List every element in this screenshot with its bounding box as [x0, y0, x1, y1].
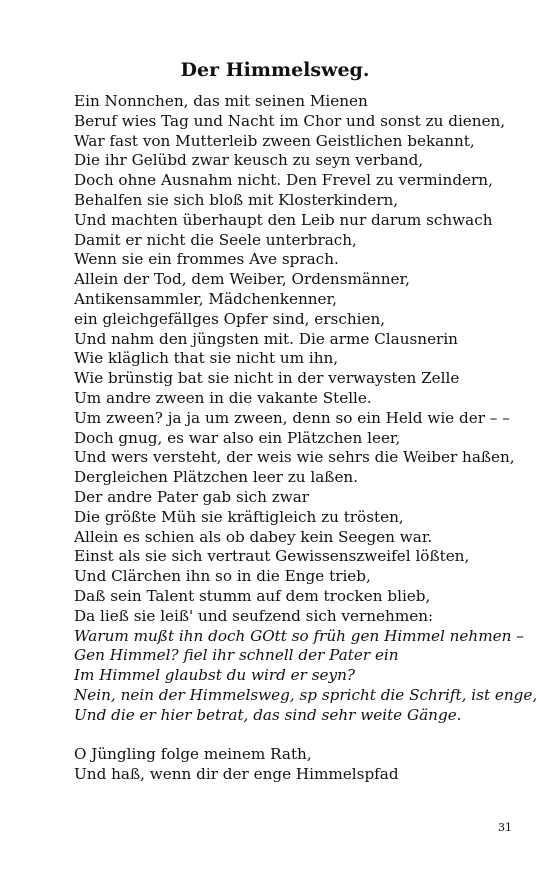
poem-line: Wie brünstig bat sie nicht in der verwaysten Zelle — [74, 369, 460, 388]
poem-body — [74, 92, 538, 785]
poem-line: War fast von Mutterleib zween Geistlichen bekannt, — [74, 131, 475, 150]
poem-line: Wie kläglich that sie nicht um ihn, — [74, 349, 339, 368]
stanza-break — [74, 726, 534, 746]
poem-line: Doch ohne Ausnahm nicht. Den Frevel zu vermindern, — [74, 171, 493, 190]
poem-line: Und machten überhaupt den Leib nur darum schwach — [74, 210, 493, 229]
poem-line: Antikensammler, Mädchenkenner, — [74, 289, 337, 308]
poem-line: Behalfen sie sich bloß mit Klosterkindern, — [74, 190, 399, 209]
poem-line: Warum mußt ihn doch GOtt so früh gen Himmel nehmen – — [74, 626, 524, 645]
poem-line: Doch gnug, es war also ein Plätzchen leer, — [74, 428, 401, 447]
poem-line: Dergleichen Plätzchen leer zu laßen. — [74, 468, 359, 487]
poem-line: Wenn sie ein frommes Ave sprach. — [74, 250, 339, 269]
poem-line: Um andre zween in die vakante Stelle. — [74, 388, 372, 407]
poem-line: Die ihr Gelübd zwar keusch zu seyn verband, — [74, 151, 424, 170]
poem-line: Und wers versteht, der weis wie sehrs die Weiber haßen, — [74, 448, 515, 467]
poem-line: Im Himmel glaubst du wird er seyn? — [74, 666, 356, 685]
page-number: 31 — [498, 821, 512, 834]
poem-line: Allein der Tod, dem Weiber, Ordensmänner, — [74, 270, 410, 289]
poem-line: Da ließ sie leiß' und seufzend sich vernehmen: — [74, 606, 434, 625]
poem-line: Und die er hier betrat, das sind sehr weite Gänge. — [74, 705, 462, 724]
poem-line: Die größte Müh sie kräftigleich zu trösten, — [74, 507, 404, 526]
poem-line: Beruf wies Tag und Nacht im Chor und sonst zu dienen, — [74, 111, 506, 130]
poem-line: Gen Himmel? fiel ihr schnell der Pater ein — [74, 646, 399, 665]
poem-line: Um zween? ja ja um zween, denn so ein Held wie der – – — [74, 408, 510, 427]
poem-line: Nein, nein der Himmelsweg, sp spricht die Schrift, ist enge, — [74, 685, 538, 704]
poem-line: Daß sein Talent stumm auf dem trocken blieb, — [74, 586, 431, 605]
poem-title: Der Himmelsweg. — [180, 59, 370, 81]
poem-line: O Jüngling folge meinem Rath, — [74, 745, 312, 764]
poem-line: ein gleichgefällges Opfer sind, erschien, — [74, 309, 386, 328]
poem-line: Ein Nonnchen, das mit seinen Mienen — [74, 92, 368, 110]
poem-line: Damit er nicht die Seele unterbrach, — [74, 230, 357, 249]
poem-line: Und haß, wenn dir der enge Himmelspfad — [74, 765, 399, 784]
poem-line: Und Clärchen ihn so in die Enge trieb, — [74, 567, 371, 586]
poem-line: Der andre Pater gab sich zwar — [74, 487, 310, 506]
poem-line: Allein es schien als ob dabey kein Seegen war. — [74, 527, 433, 546]
poem-line: Und nahm den jüngsten mit. Die arme Clausnerin — [74, 329, 458, 348]
poem-line: Einst als sie sich vertraut Gewissenszweifel lößten, — [74, 547, 470, 566]
